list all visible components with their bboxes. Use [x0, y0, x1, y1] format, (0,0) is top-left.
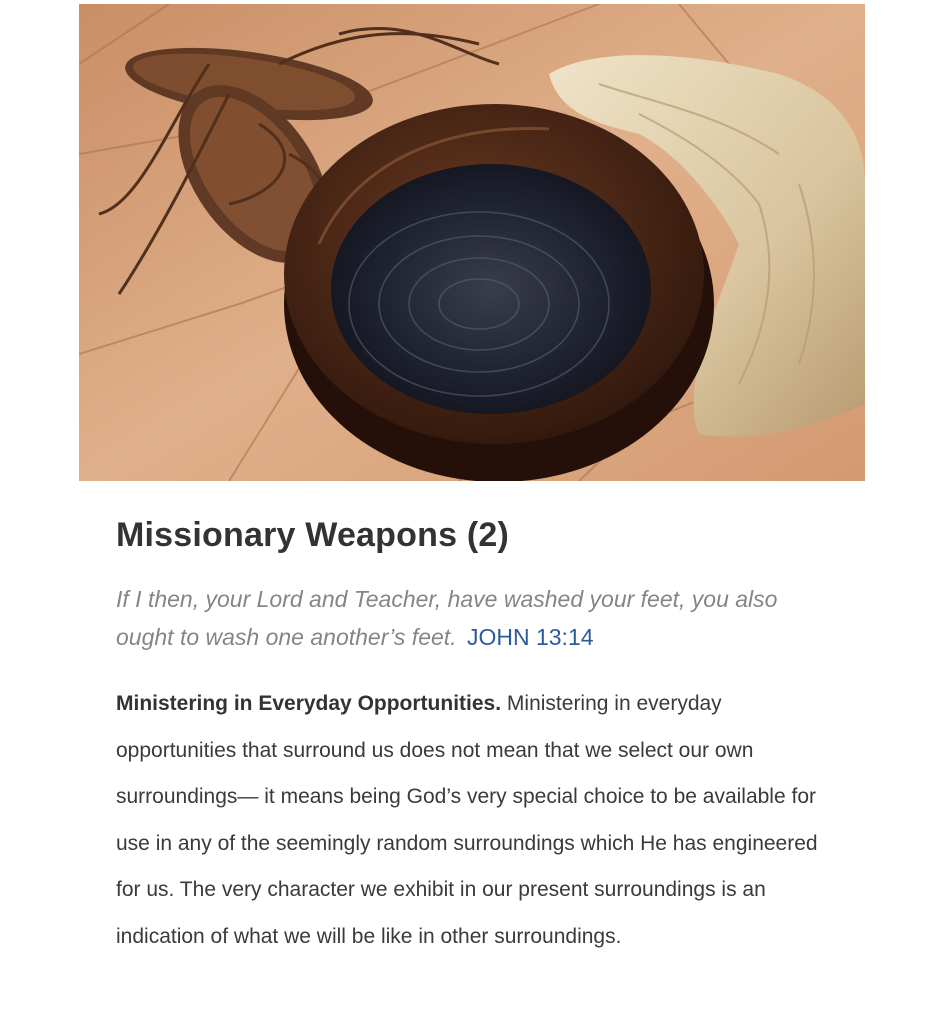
hero-image	[79, 4, 865, 481]
verse-reference-link[interactable]: JOHN 13:14	[466, 624, 594, 650]
body-text: Ministering in everyday opportunities that surround us does not mean that we select our own surroundings— it means being God’s very special choice to be available for use in any of the seemingly random surroundings which He has engineered for us. The very character we exhibit in our present surroundings is an indication of what we will be like in other surroundings.	[116, 692, 818, 948]
foot-washing-illustration	[79, 4, 865, 481]
article-title: Missionary Weapons (2)	[116, 516, 509, 554]
bowl	[284, 104, 714, 481]
scripture-verse	[116, 580, 836, 656]
body-lead: Ministering in Everyday Opportunities.	[116, 692, 502, 715]
article-content	[116, 510, 836, 960]
article-body	[116, 681, 836, 960]
verse-text: If I then, your Lord and Teacher, have washed your feet, you also ought to wash one another’s feet.	[116, 586, 778, 650]
